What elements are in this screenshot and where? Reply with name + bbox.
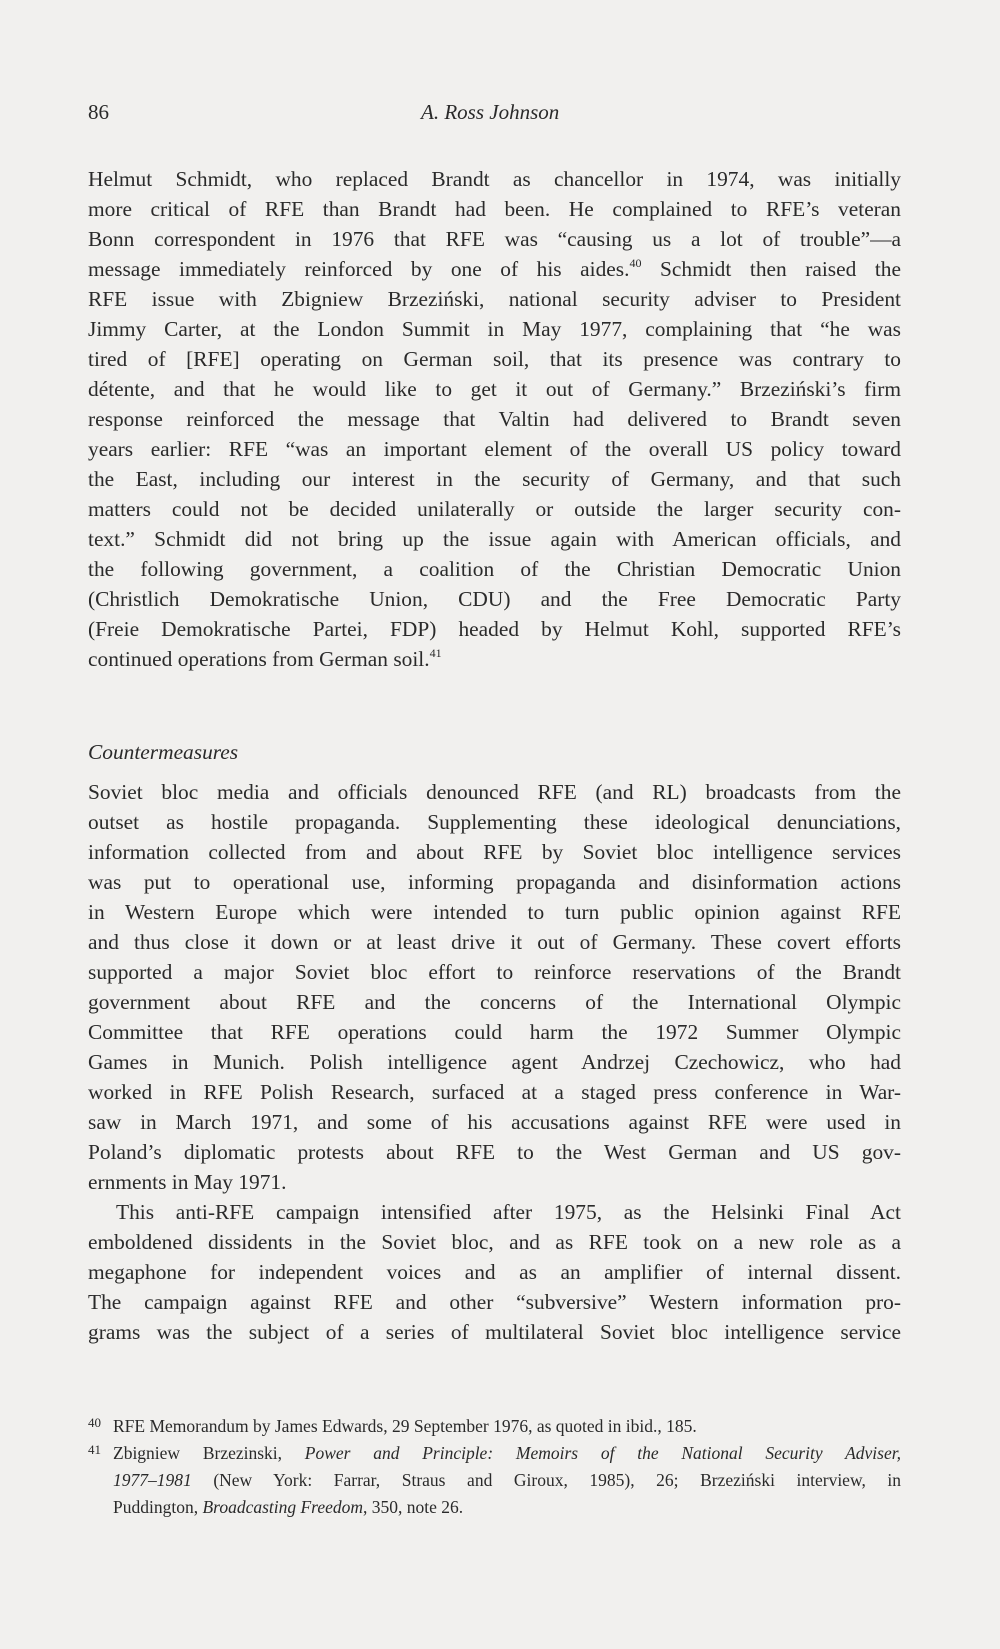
text-line: matters could not be decided unilaterally or outside the larger security con-: [88, 497, 901, 521]
paragraph-countermeasures: [88, 780, 901, 1200]
text-line: [88, 254, 901, 284]
text-line: grams was the subject of a series of multilateral Soviet bloc intelligence service: [88, 1320, 901, 1344]
text-line: (Freie Demokratische Partei, FDP) headed by Helmut Kohl, supported RFE’s: [88, 617, 901, 641]
footnote-text: [113, 1440, 901, 1467]
footnote-41: [88, 1440, 901, 1521]
text-line: outset as hostile propaganda. Supplementing these ideological denunciations,: [88, 810, 901, 834]
footnote-ref-41[interactable]: 41: [429, 646, 442, 660]
text-segment: message immediately reinforced by one of his aides.: [88, 257, 630, 281]
text-line: Bonn correspondent in 1976 that RFE was “causing us a lot of trouble”—a: [88, 227, 901, 251]
footnote-number: 41: [88, 1442, 101, 1457]
book-title: Broadcasting Freedom: [202, 1497, 364, 1517]
text-line: Soviet bloc media and officials denounced RFE (and RL) broadcasts from the: [88, 780, 901, 804]
text-line: more critical of RFE than Brandt had been. He complained to RFE’s veteran: [88, 197, 901, 221]
section-heading: Countermeasures: [88, 740, 239, 764]
text-line: saw in March 1971, and some of his accusations against RFE were used in: [88, 1110, 901, 1134]
text-line: megaphone for independent voices and as an amplifier of internal dissent.: [88, 1260, 901, 1284]
text-line: Helmut Schmidt, who replaced Brandt as chancellor in 1974, was initially: [88, 167, 901, 191]
text-line: worked in RFE Polish Research, surfaced at a staged press conference in War-: [88, 1080, 901, 1104]
text-line: This anti-RFE campaign intensified after 1975, as the Helsinki Final Act: [116, 1200, 901, 1224]
paragraph-schmidt: [88, 164, 901, 674]
footnote-text: [113, 1494, 901, 1521]
footnote-text: [113, 1467, 901, 1494]
text-line: Poland’s diplomatic protests about RFE to the West German and US gov-: [88, 1140, 901, 1164]
text-line: Games in Munich. Polish intelligence agent Andrzej Czechowicz, who had: [88, 1050, 901, 1074]
text-line: Jimmy Carter, at the London Summit in May 1977, complaining that “he was: [88, 317, 901, 341]
text-segment: continued operations from German soil.: [88, 647, 430, 671]
book-title: Power and Principle: Memoirs of the National Security Adviser,: [304, 1443, 901, 1463]
page-header: [88, 100, 900, 134]
text-line: in Western Europe which were intended to turn public opinion against RFE: [88, 900, 901, 924]
text-segment: Schmidt then raised the: [641, 257, 902, 281]
footnote-number: 40: [88, 1415, 101, 1430]
text-line: The campaign against RFE and other “subversive” Western information pro-: [88, 1290, 901, 1314]
text-line: tired of [RFE] operating on German soil, that its presence was contrary to: [88, 347, 901, 371]
footnotes: [88, 1413, 901, 1521]
text-line: response reinforced the message that Valtin had delivered to Brandt seven: [88, 407, 901, 431]
footnote-40: [88, 1413, 901, 1440]
text-line: the East, including our interest in the security of Germany, and that such: [88, 467, 901, 491]
text-line: information collected from and about RFE by Soviet bloc intelligence services: [88, 840, 901, 864]
footnote-text: RFE Memorandum by James Edwards, 29 September 1976, as quoted in ibid., 185.: [113, 1416, 697, 1436]
page-number: 86: [88, 100, 109, 124]
text-segment: Zbigniew Brzezinski,: [113, 1443, 305, 1463]
text-line: was put to operational use, informing propaganda and disinformation actions: [88, 870, 901, 894]
text-line: Committee that RFE operations could harm the 1972 Summer Olympic: [88, 1020, 901, 1044]
text-segment: (New York: Farrar, Straus and Giroux, 1985), 26; Brzeziński interview, in: [191, 1470, 901, 1490]
text-segment: , 350, note 26.: [363, 1497, 464, 1517]
footnote-ref-40[interactable]: 40: [629, 256, 642, 270]
text-line: the following government, a coalition of the Christian Democratic Union: [88, 557, 901, 581]
paragraph-campaign: [88, 1200, 901, 1350]
text-line: ernments in May 1971.: [88, 1170, 287, 1194]
text-line: and thus close it down or at least drive it out of Germany. These covert efforts: [88, 930, 901, 954]
text-line: text.” Schmidt did not bring up the issue again with American officials, and: [88, 527, 901, 551]
text-segment: Puddington,: [113, 1497, 203, 1517]
text-segment: 1977–1981: [113, 1470, 192, 1490]
text-line: years earlier: RFE “was an important element of the overall US policy toward: [88, 437, 901, 461]
text-line: RFE issue with Zbigniew Brzeziński, national security adviser to President: [88, 287, 901, 311]
countermeasures-body: [88, 780, 901, 1350]
text-line: government about RFE and the concerns of the International Olympic: [88, 990, 901, 1014]
text-line: (Christlich Demokratische Union, CDU) and the Free Democratic Party: [88, 587, 901, 611]
text-line: [88, 644, 901, 674]
text-line: emboldened dissidents in the Soviet bloc, and as RFE took on a new role as a: [88, 1230, 901, 1254]
text-line: supported a major Soviet bloc effort to reinforce reservations of the Brandt: [88, 960, 901, 984]
running-head: A. Ross Johnson: [421, 100, 560, 124]
text-line: détente, and that he would like to get it out of Germany.” Brzeziński’s firm: [88, 377, 901, 401]
